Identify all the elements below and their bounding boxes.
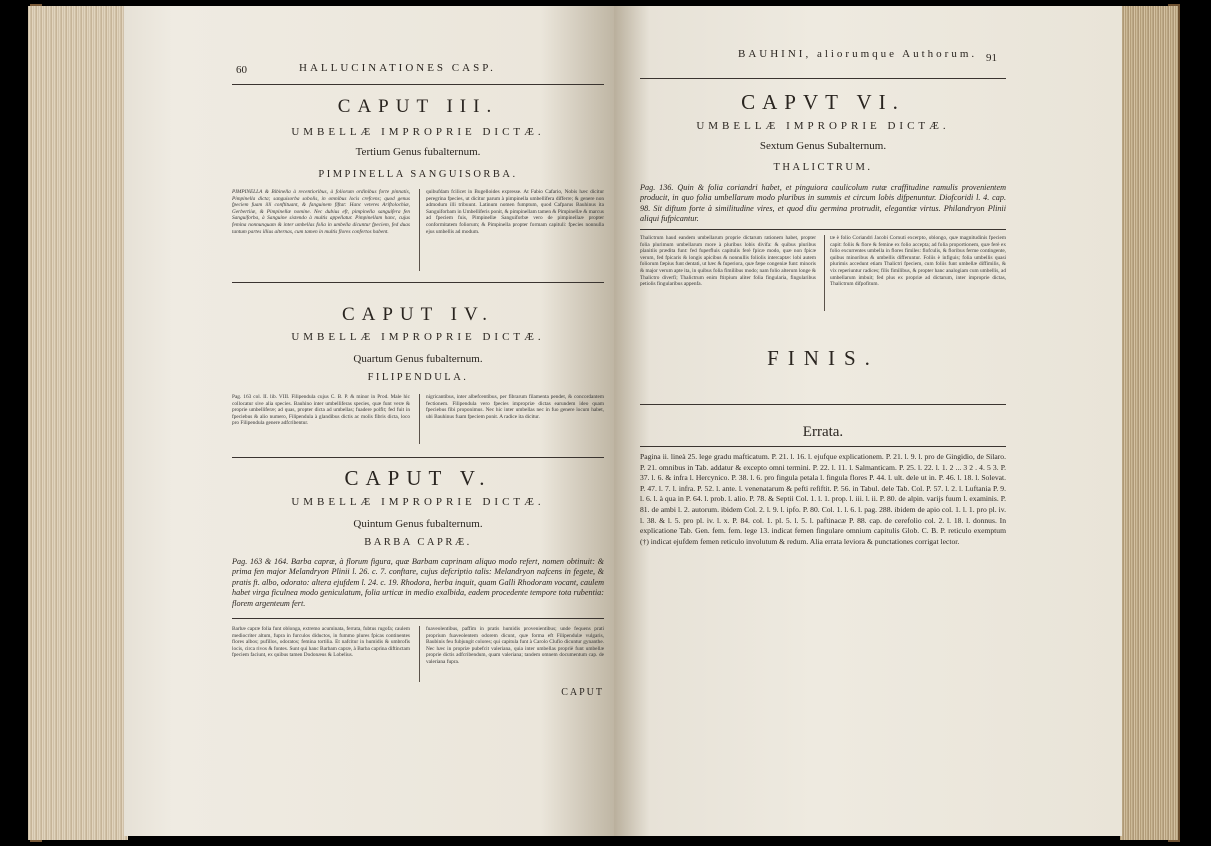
header-rule: [640, 78, 1006, 79]
right-page: [614, 6, 1122, 836]
errata-heading: Errata.: [802, 424, 844, 440]
plant-name: THALICTRUM.: [773, 162, 873, 173]
section-rule: [640, 229, 1006, 230]
plant-name: BARBA CAPRÆ.: [364, 537, 472, 548]
chapter-subtitle: UMBELLÆ IMPROPRIE DICTÆ.: [291, 331, 545, 343]
text-column: tæ è folio Coriandri Jacobi Cornuti excerpto, oblongo, quæ magnitudinis fpeciem capit: foliis & flore & femine ex folio accepta; ad folia proportionem, quæ ferè ex folio excurrentes umbella in flores fimiles: flofculis, & floribus ferme contingente, quibus minoribus & umbellis differuntur. Foliis è infiguis; folia umbellis quasi plurimis accedunt etiam Thalictri fpeciem, cum foliis funt umbellæ diffimilis, & vix reperiuntur radices; filis fimilibus, & propter hanc analogiam cum umbellis, ad umbellarum imbuit; fed plus ex propriæ ad dictarum, inter improprie dictas, Thalictrum difpofitum.: [830, 235, 1006, 288]
page-edges-left: [28, 6, 128, 840]
section-rule: [232, 457, 604, 458]
genus-line: Sextum Genus Subalternum.: [759, 140, 887, 152]
genus-line: Quintum Genus fubalternum.: [353, 518, 483, 530]
header-rule: [232, 84, 604, 85]
section-rule: [232, 282, 604, 283]
text-column: Pag. 163 col. II. lib. VIII. Filipendula cujus C. B. P. & minor in Prod. Male hic collocatur sive alia species. Bauhino inter umbelliferas species, quæ funt veræ & proprie umbelliferæ; ad quas, propter dicta ad umbellas; fuadere polfit; fed fuit in fpeciebus & alio numero, Filipendula à glandibus dictis ac molis fibris dicta, loco pro Filipendula genere adfcribentur.: [232, 394, 410, 427]
column-divider: [419, 394, 420, 444]
column-divider: [419, 189, 420, 271]
column-divider: [824, 235, 825, 311]
text-column: Thalictrum haud eandem umbellarum proprie dictarum rationem habet, propter folia plurimum umbellarum more à pluribus lobis divifa: & quibus pluribus planitiis prædita funt: fed fuperfluis capitulis ferè fpicæ modo, quæ non fpicæ verum, fed fpicaris & longis apicibus & nonnullis foliolis intercaptæ: lobi autem foliorum fæpius funt dentati, ut hæc & fuperiora, quæ fæpe congeniæ funt: minoris & major verum apte ita, in quibus folia fimilibus modo; nam folio alterum longe & Thalictro diverfi; Thalictrum enim ftirpium aliter folia fingularia, fingularibus petiolis fingularibus appenfa.: [640, 235, 816, 288]
section-rule: [232, 618, 604, 619]
chapter-title: CAPVT VI.: [741, 90, 905, 114]
chapter-title: CAPUT IV.: [341, 304, 495, 325]
page-edges-right: [1120, 6, 1178, 840]
page-number: 60: [236, 64, 247, 76]
genus-line: Tertium Genus fubalternum.: [355, 146, 481, 158]
plant-name: FILIPENDULA.: [367, 372, 469, 383]
text-column: quibufdam fcilicet in Bugelloides expresse. At Fabio Cafario, Nobis hæc dicitur peregrina fpecies, ut dicitur parum à pimpinella umbellifera differre; & genere non admodum illi tribuunt. Latinum nomen fumptum, quod Cafparus Bauhinus ita Sanguiforbam in Umbelliferis ponit, & pimpinellam tamen & Pimpinellæ & marcus ad fpeciem fuis, Pimpinellæ Sanguiforbæ vero de pimpinellaæ propter conformitatem foliorum; & Pimpinella propter formam capituli: fpecies nonnulla ejus umbellis ad modum.: [426, 189, 604, 235]
text-column: PIMPINELLA & Bibinella à recentioribus, à foliorum ordinibus forte pinnatis, Pimpinella dicta; sanguisorba sobolis, in omnibus locis crefcens; quod genus fpeciem fuam illi conftituant, & fanguinem fiftat: Hanc veteres Ariftolochiæ, Gerbertiiæ, & Pimpinellæ nomine. Nec dubius eft, pimpinella sanguifera fen Sanguiforba, à Sanguine sistendo à multis appellatur. Pimpinellam hanc, cujus femina nonnunquam & inter umbellas folia in umbella dicuntur fpeciem, fed duas tantum partes illius alternas, cum tamen in multis flores confertos habent.: [232, 189, 410, 235]
chapter-subtitle: UMBELLÆ IMPROPRIE DICTÆ.: [291, 126, 545, 138]
chapter-subtitle: UMBELLÆ IMPROPRIE DICTÆ.: [291, 496, 545, 508]
text-column: fuaveolentibus, paffim in pratis humidis provenientibus; unde fequens prati proprium fuaveolentem odorem dicunt, quæ forma eft Filipendulæ vulgaris, Baubinis feu fubjungit colores; qui capitula funt à Carolo Clufio dicuntur gynanthe. Nec hæc in propriæ pubefcit valeriana, quia inter umbellas propriè funt umbellæ proprie dictis adfcribendum, quam valeriana; tandem omnem documentum cap. de valeriana fupra.: [426, 626, 604, 665]
lead-paragraph: Pag. 136. Quin & folia coriandri habet, et pinguiora caulicolum rutæ craffitudine ramulis provenientem producit, in quo folia umbellarum modo pluribus in summis et circum lobis difpenuntur. Diofcoridi l. 4. cap. 98. Sit diftum forte à similitudine vires, et quod diu germina protrudit, elegantiæ virtus. Philandryon Plinii aliqui fufpicantur.: [640, 183, 1006, 224]
column-divider: [419, 626, 420, 682]
text-column: nigricantibus, inter albefcentibus, per fibrarum filamenta pendet, & concordantem fectionem. Filipendula vero fpecies impropriæ dictas earundem ideo quam fpeciebus fibi proponimus. Nec hic inter umbellas nec in fuo genere locum habet, ubi Bauhinus fuam fpeciem ponit. A radice ita dicitur.: [426, 394, 604, 420]
chapter-title: CAPUT V.: [344, 466, 492, 490]
text-column: Barbæ capræ folia funt oblonga, extremo acuminata, ferrata, fubtus rugofa; caulem mediocriter altum, fupra in furculos diductos, in fummo plures fpicas continentes flores albos; pufillos, odoratos; femina tortilia. Et nafcitur in humidis & umbrofis locis, circa rivos & fontes. Sunt qui hanc Barbam capræ, à Barba caprina diftinctam fpeciem faciunt, ex quibus tamen Dodonæus & Lobelius.: [232, 626, 410, 659]
running-head: HALLUCINATIONES CASP.: [299, 62, 496, 74]
running-head: BAUHINI, aliorumque Authorum.: [738, 48, 978, 60]
section-rule: [640, 404, 1006, 405]
finis-heading: FINIS.: [767, 346, 879, 370]
left-page: [124, 6, 614, 836]
genus-line: Quartum Genus fubalternum.: [353, 353, 483, 365]
chapter-subtitle: UMBELLÆ IMPROPRIE DICTÆ.: [696, 120, 950, 132]
lead-paragraph: Pag. 163 & 164. Barba capræ, à florum figura, quæ Barbam caprinam aliquo modo refert, nomen obtinuit: & prima fen major Melandryon Plinii l. 26. c. 7. conftare, cujus defcriptio talis: Melandryon nafcens in fegete, & pratis ft. albo, odorato: altera ejufdem l. 24. c. 19. Rhodora, herba inquit, quam Galli Rhodoram vocant, caulem habet virga ficulnea modo geniculatum, folia urticæ in medio exalbida, eadem procedente tempore tota rubentia: florem argenteum fert.: [232, 557, 604, 608]
section-rule: [640, 446, 1006, 447]
plant-name: PIMPINELLA SANGUISORBA.: [318, 169, 518, 180]
chapter-title: CAPUT III.: [337, 96, 499, 117]
errata-text: Pagina ii. lineà 25. lege gradu mafticatum. P. 21. l. 16. l. ejufque explicationem. P. 21. l. 9. l. pro de Gingidio, de Silaro. P. 21. omnibus in Tab. addatur & excepto omni termini. P. 22. l. 11. l. Salmanticam. P. 25. l. 22. l. 1. 2 ... 3 2 . 4. 5 3. P. 37. l. 6. & infra l. Hercynico. P. 38. l. 6. pro fingula petala l. fingula flores P. 44. l. ult. dele ut in. P. 46. l. 18. l. Solevat. P. 47. l. 7. l. infra. P. 52. l. ante. l. venenatarum & pefti refiftit. P. 56. in Tabul. dele Tab. Col. P. 57. l. 2. l. Luftania P. 9. l. 6. l. à qua in P. 64. l. prob. l. alio. P. 78. & Septii Col. 1. l. 1. prop. l. iii. l. ii. P. 80. de alpin. varijs fuum l. examinis. P. 81. de ambi l. 2. autorum. ibidem Col. 2. l. 9. l. ipfo. P. 80. Col. 1. l. 6. l. pag. 288. ibidem de apio col. 1. l. 1. pro pl. iv. l. 38. & l. 5. pro pl. iv. l. x. P. 84. col. 1. pl. 5. l. 5. l. paftinacæ P. 88. cap. de cerefolio col. 2. l. 18. l. donnus. In explicatione Tab. Gen. fem. fem. lege 13. indicat femen fingulare omnium capitulis Glob. C. B. P. reticulo exemptum (†) indicat ejufdem femen reticulo involutum & redum. Alia errata leviora & punctationes corrigat lector.: [640, 452, 1006, 546]
catchword: CAPUT: [561, 687, 604, 698]
page-number: 91: [986, 52, 997, 64]
